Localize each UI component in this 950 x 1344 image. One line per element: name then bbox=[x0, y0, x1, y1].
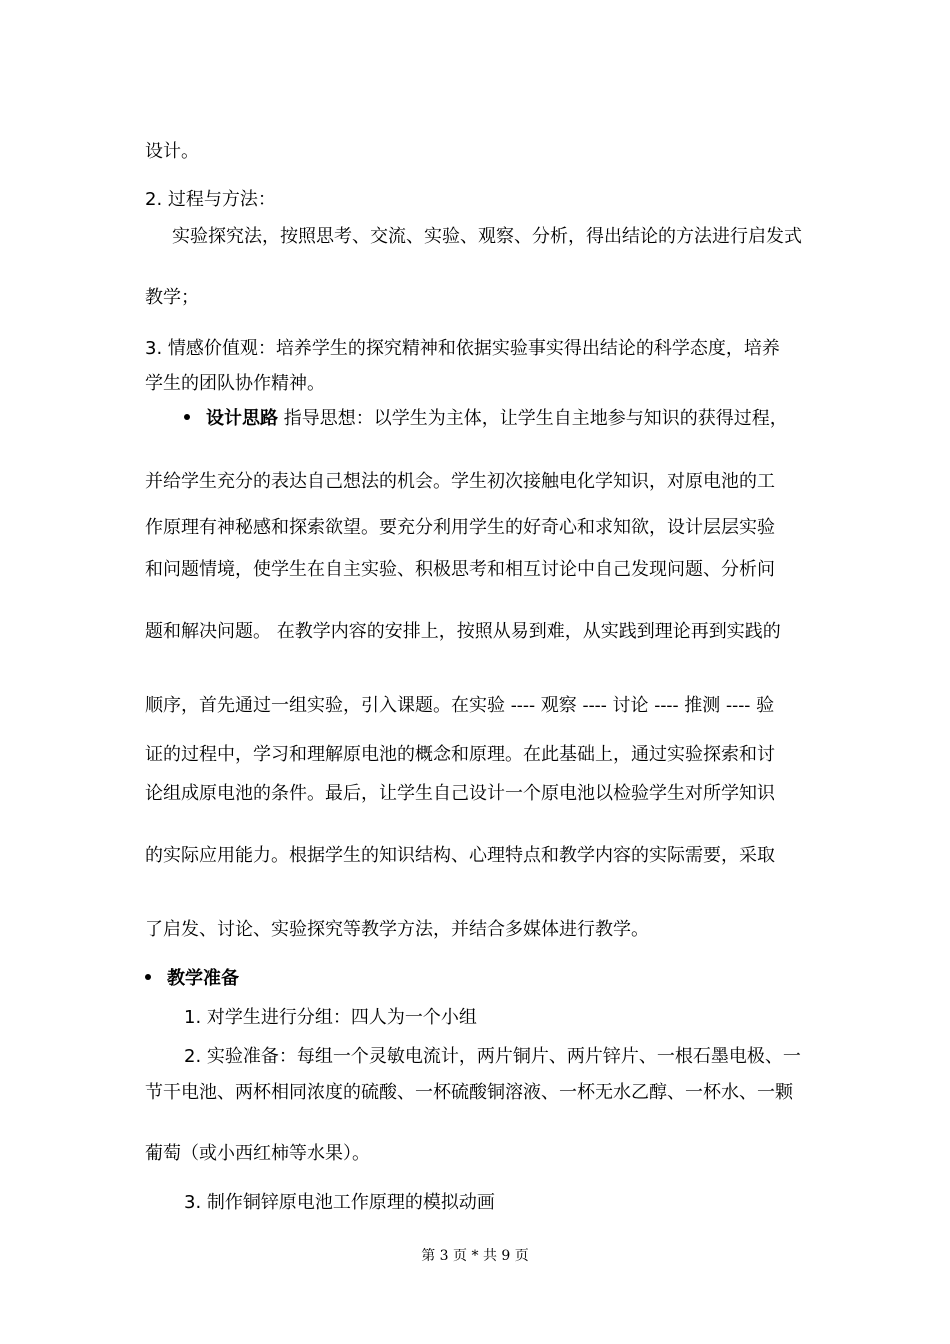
text: 对学生进行分组：四人为一个小组 bbox=[201, 1007, 477, 1028]
item-number: 3. bbox=[145, 338, 163, 359]
text-line bbox=[145, 845, 775, 867]
text: 并给学生充分的表达自己想法的机会。学生初次接触电化学知识，对原电池的工 bbox=[145, 471, 775, 492]
text-line bbox=[145, 919, 649, 941]
item-number: 1. bbox=[184, 1007, 202, 1028]
item-number: 2. bbox=[145, 189, 163, 210]
text: 节干电池、两杯相同浓度的硫酸、一杯硫酸铜溶液、一杯无水乙醇、一杯水、一颗 bbox=[145, 1082, 793, 1103]
text-line bbox=[145, 621, 781, 643]
text: 指导思想：以学生为主体，让学生自主地参与知识的获得过程， bbox=[278, 408, 788, 429]
item-number: 2. bbox=[184, 1046, 202, 1067]
bullet-icon bbox=[145, 974, 151, 980]
text: 证的过程中，学习和理解原电池的概念和原理。在此基础上，通过实验探索和讨 bbox=[145, 744, 775, 765]
text: 实验探究法，按照思考、交流、实验、观察、分析，得出结论的方法进行启发式 bbox=[172, 226, 802, 247]
text-line bbox=[145, 471, 775, 493]
bullet-teaching-preparation bbox=[145, 968, 239, 990]
text: 设计。 bbox=[145, 141, 199, 162]
bullet-design-idea bbox=[184, 408, 788, 430]
list-item bbox=[184, 1007, 477, 1029]
text: 论组成原电池的条件。最后，让学生自己设计一个原电池以检验学生对所学知识 bbox=[145, 783, 775, 804]
item-number: 3. bbox=[184, 1192, 202, 1213]
text: 过程与方法： bbox=[162, 189, 276, 210]
text: 葡萄（或小西红柿等水果）。 bbox=[145, 1143, 370, 1164]
text-line bbox=[172, 226, 802, 248]
bullet-heading: 设计思路 bbox=[206, 408, 278, 429]
text-line bbox=[145, 783, 775, 805]
text: 顺序，首先通过一组实验，引入课题。在实验 ---- 观察 ---- 讨论 ---- 推测 ---- 验 bbox=[145, 695, 775, 716]
text-line bbox=[145, 517, 775, 539]
text: 题和解决问题。 在教学内容的安排上，按照从易到难，从实践到理论再到实践的 bbox=[145, 621, 781, 642]
text: 制作铜锌原电池工作原理的模拟动画 bbox=[201, 1192, 495, 1213]
text-line bbox=[145, 373, 325, 395]
text: 实验准备：每组一个灵敏电流计，两片铜片、两片锌片、一根石墨电极、一 bbox=[201, 1046, 801, 1067]
section-heading-process-method bbox=[145, 189, 276, 211]
text-line bbox=[145, 559, 775, 581]
text-line bbox=[145, 744, 775, 766]
text: 的实际应用能力。根据学生的知识结构、心理特点和教学内容的实际需要，采取 bbox=[145, 845, 775, 866]
text: 和问题情境，使学生在自主实验、积极思考和相互讨论中自己发现问题、分析问 bbox=[145, 559, 775, 580]
text: 学生的团队协作精神。 bbox=[145, 373, 325, 394]
text: 了启发、讨论、实验探究等教学方法，并结合多媒体进行教学。 bbox=[145, 919, 649, 940]
text: 教学； bbox=[145, 287, 199, 308]
text-line bbox=[145, 1143, 370, 1165]
list-item bbox=[184, 1192, 495, 1214]
list-item bbox=[184, 1046, 801, 1068]
text-line bbox=[145, 287, 199, 309]
text-line bbox=[145, 1082, 793, 1104]
section-heading-emotion-values bbox=[145, 338, 780, 360]
page-footer: 第 3 页 * 共 9 页 bbox=[421, 1248, 529, 1264]
text-line bbox=[145, 141, 199, 163]
text-line bbox=[145, 695, 774, 717]
bullet-icon bbox=[184, 414, 190, 420]
text: 作原理有神秘感和探索欲望。要充分利用学生的好奇心和求知欲，设计层层实验 bbox=[145, 517, 775, 538]
bullet-heading: 教学准备 bbox=[167, 968, 239, 989]
text: 情感价值观：培养学生的探究精神和依据实验事实得出结论的科学态度，培养 bbox=[162, 338, 780, 359]
